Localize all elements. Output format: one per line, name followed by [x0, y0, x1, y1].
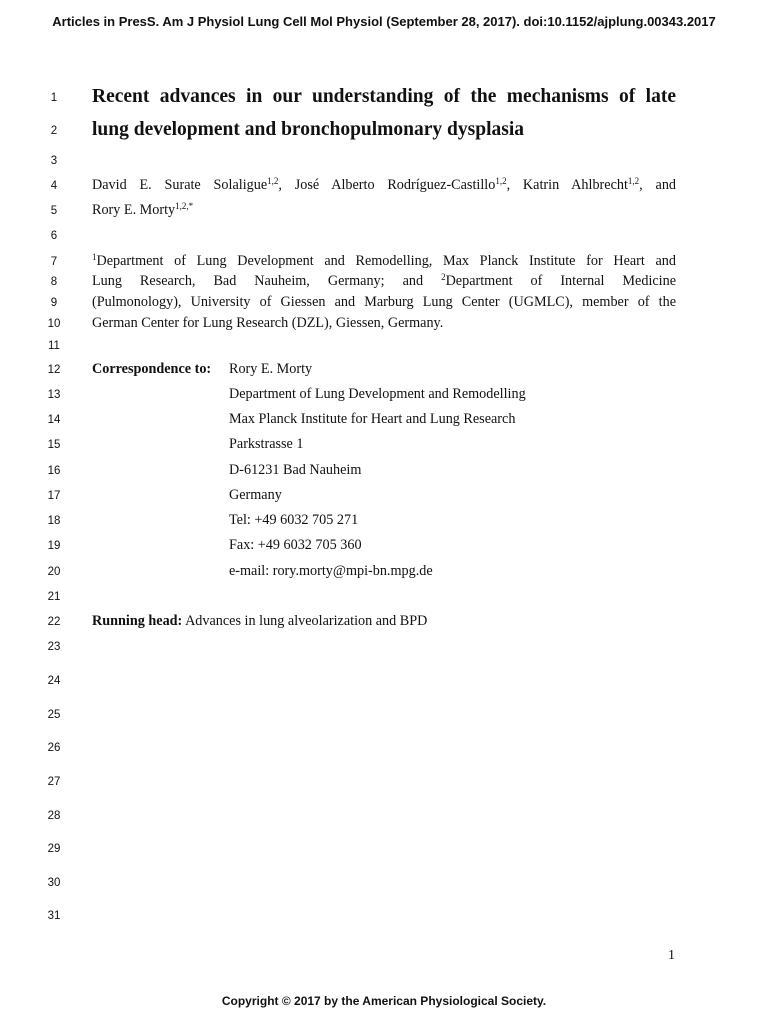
- author-affiliation-sup: 1,2: [267, 176, 279, 186]
- line-number: 10: [47, 318, 61, 330]
- running-head-text: Advances in lung alveolarization and BPD: [185, 613, 428, 629]
- line-number: 24: [47, 675, 61, 687]
- line-number: 13: [47, 389, 61, 401]
- line-number: 16: [47, 465, 61, 477]
- correspondence-city: D-61231 Bad Nauheim: [229, 462, 362, 478]
- affiliation-text: Department of Internal Medicine: [445, 273, 677, 289]
- correspondence-fax: Fax: +49 6032 705 360: [229, 537, 362, 553]
- author-affiliation-sup: 1,2: [627, 176, 640, 186]
- author-list: [92, 177, 676, 194]
- running-head-label: Running head:: [92, 613, 183, 629]
- author-list-line-2: [92, 202, 676, 219]
- line-number: 7: [50, 256, 58, 268]
- line-number: 21: [47, 591, 61, 603]
- line-number: 31: [47, 910, 61, 922]
- line-number: 23: [47, 641, 61, 653]
- author-separator: ,: [639, 177, 643, 193]
- paper-title-line-1: Recent advances in our understanding of the mechanisms of late: [92, 86, 676, 107]
- line-number: 11: [48, 340, 60, 352]
- affiliation-line-3: (Pulmonology), University of Giessen and Marburg Lung Center (UGMLC), member of the: [92, 294, 676, 310]
- line-number: 28: [47, 810, 61, 822]
- correspondence-label: Correspondence to:: [92, 361, 212, 377]
- correspondence-name: Rory E. Morty: [229, 361, 313, 377]
- affiliation-text: Department of Lung Development and Remodelling, Max Planck Institute for Heart and: [96, 253, 676, 269]
- line-number: 22: [47, 616, 61, 628]
- line-number: 30: [47, 877, 61, 889]
- author-conjunction: and: [655, 177, 677, 193]
- line-number: 1: [50, 92, 58, 104]
- line-number: 25: [47, 709, 61, 721]
- running-head: [92, 613, 676, 630]
- line-number: 3: [50, 155, 58, 167]
- line-number: 6: [50, 230, 58, 242]
- line-number: 19: [47, 540, 61, 552]
- affiliation-line-4: German Center for Lung Research (DZL), Giessen, Germany.: [92, 315, 444, 331]
- affiliation-text: Lung Research, Bad Nauheim, Germany; and: [92, 273, 424, 289]
- line-number: 27: [47, 776, 61, 788]
- author-affiliation-sup: 1,2: [495, 176, 507, 186]
- line-number: 18: [47, 515, 61, 527]
- correspondence-country: Germany: [229, 487, 282, 503]
- line-number: 9: [50, 297, 58, 309]
- author-name: Rory E. Morty: [92, 202, 176, 218]
- author-name: David E. Surate Solaligue: [92, 177, 268, 193]
- correspondence-street: Parkstrasse 1: [229, 436, 304, 452]
- line-number: 2: [50, 125, 58, 137]
- affiliation-line-2: [92, 273, 676, 290]
- affiliation-sup: 2: [441, 272, 446, 282]
- line-number: 26: [47, 742, 61, 754]
- author-separator: ,: [506, 177, 511, 193]
- page-number: 1: [668, 948, 675, 963]
- author-name: Katrin Ahlbrecht: [522, 177, 628, 193]
- correspondence-department: Department of Lung Development and Remodelling: [229, 386, 526, 402]
- line-number: 17: [47, 490, 61, 502]
- author-name: José Alberto Rodríguez-Castillo: [294, 177, 496, 193]
- line-number: 29: [47, 843, 61, 855]
- line-number: 12: [47, 364, 61, 376]
- copyright-footer: Copyright © 2017 by the American Physiological Society.: [221, 994, 547, 1008]
- journal-header: Articles in PresS. Am J Physiol Lung Cell Mol Physiol (September 28, 2017). doi:10.1152/ajplung.00343.2017: [52, 14, 716, 29]
- line-number: 4: [50, 180, 58, 192]
- line-number: 14: [47, 414, 61, 426]
- paper-title-line-2: lung development and bronchopulmonary dysplasia: [92, 119, 524, 140]
- affiliation-sup: 1: [92, 252, 97, 262]
- correspondence-institute: Max Planck Institute for Heart and Lung Research: [229, 411, 516, 427]
- line-number: 8: [50, 276, 58, 288]
- affiliation-line-1: [92, 253, 676, 270]
- correspondence-email: e-mail: rory.morty@mpi-bn.mpg.de: [229, 563, 433, 579]
- line-number: 5: [50, 205, 58, 217]
- line-number: 15: [47, 439, 61, 451]
- author-affiliation-sup: 1,2,*: [175, 201, 194, 211]
- line-number: 20: [47, 566, 61, 578]
- correspondence-tel: Tel: +49 6032 705 271: [229, 512, 359, 528]
- author-separator: ,: [278, 177, 282, 193]
